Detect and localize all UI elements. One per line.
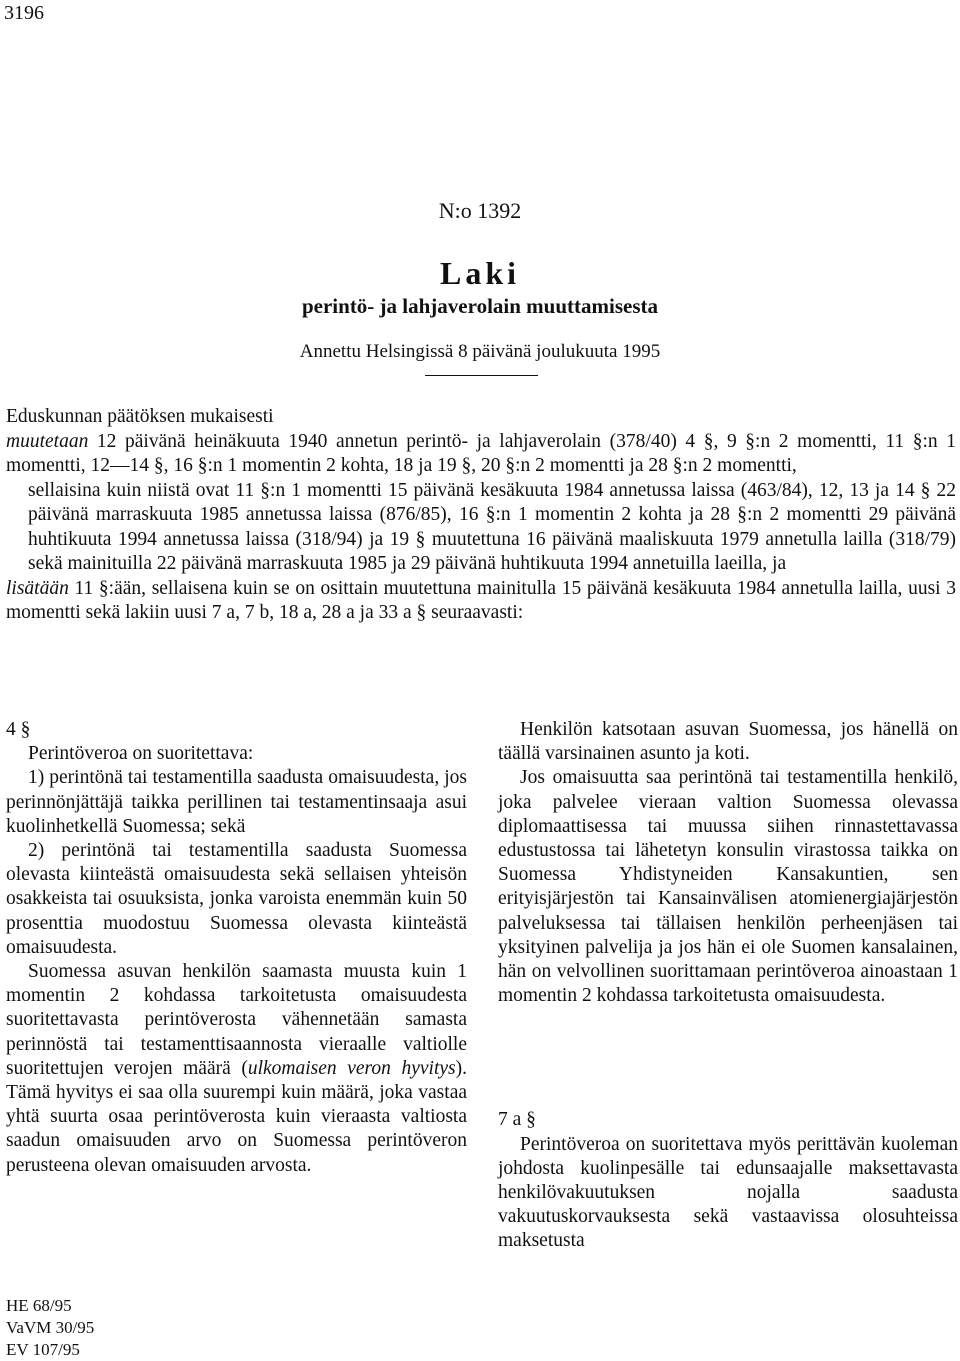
preamble-amend (6, 430, 956, 479)
p4-after: ). Tämä hyvitys ei saa olla suurempi kuin määrä, joka vastaa yhtä suurta osaa perintöverosta kuin vieraasta valtiosta saadun omaisuuden arvo on Suomessa perintöveron perusteena olevan omaisuuden arvosta. (6, 1057, 467, 1176)
section-heading-4: 4 § (6, 719, 31, 740)
right-paragraph-1: Henkilön katsotaan asuvan Suomessa, jos hänellä on täällä varsinainen asunto ja koti. (498, 719, 958, 765)
preamble-intro: Eduskunnan päätöksen mukaisesti (6, 406, 274, 427)
section-heading-7a: 7 a § (498, 1109, 536, 1131)
footnote-ev: EV 107/95 (6, 1340, 80, 1359)
right-paragraph-2: Jos omaisuutta saa perintönä tai testamentilla henkilö, joka palvelee vieraan valtion Suomessa olevassa diplomaattisessa tai muussa siihen rinnastettavassa edustustossa tai lähetetyn konsulin virastossa taikka on Suomessa Yhdistyneiden Kansakuntien, sen erityisjärjestön tai Kansainvälisen atomienergiajärjestön palveluksessa tai tällaisen henkilön perheenjäsen tai yksityinen palvelija ja jos hän ei ole Suomen kansalainen, hän on velvollinen suorittamaan perintöveroa ainoastaan 1 momentin 2 kohdassa tarkoitetusta omaisuudesta. (498, 767, 958, 1007)
page-number: 3196 (4, 2, 44, 24)
footnote-he: HE 68/95 (6, 1296, 72, 1315)
section-spacer (498, 1008, 958, 1108)
preamble-add (6, 577, 956, 626)
right-paragraph-3: Perintöveroa on suoritettava myös perittävän kuoleman johdosta kuolinpesälle tai edunsaajalle maksettavasta henkilövakuutuksen nojalla saadusta vakuutuskorvauksesta sekä vastaavissa olosuhteissa maksetusta (498, 1133, 958, 1252)
p4-italic-term: ulkomaisen veron hyvitys (247, 1057, 456, 1079)
preamble (6, 405, 956, 626)
enactment-date: Annettu Helsingissä 8 päivänä joulukuuta 1995 (299, 341, 661, 362)
p4-before: Suomessa asuvan henkilön saamasta muusta kuin 1 momentin 2 kohdassa tarkoitetusta omaisuudesta suoritettavasta perintöverosta vähennetään samasta perinnöstä tai testamenttisaannosta vieraalle valtiolle suoritettujen verojen määrä ( (6, 961, 467, 1079)
left-paragraph-4 (6, 960, 467, 1178)
act-type-title: Laki (439, 255, 521, 291)
left-column (6, 718, 467, 1178)
header-divider (425, 375, 538, 376)
add-keyword: lisätään (6, 577, 69, 599)
left-paragraph-2: 1) perintönä tai testamentilla saadusta omaisuudesta, jos perinnönjättäjä taikka perillinen tai testamentinsaaja asui kuolinhetkellä Suomessa; sekä (6, 767, 467, 837)
left-paragraph-3: 2) perintönä tai testamentilla saadusta Suomessa olevasta kiinteästä omaisuudesta sekä sellaisen yhteisön osakkeista tai osuuksista, jonka varoista enemmän kuin 50 prosenttia muodostuu Suomessa olevasta kiinteästä omaisuudesta. (6, 840, 467, 958)
right-column (498, 718, 958, 1254)
left-paragraph-1: Perintöveroa on suoritettava: (28, 743, 254, 765)
footnote-vavm: VaVM 30/95 (6, 1318, 95, 1337)
amend-keyword: muutetaan (6, 430, 89, 452)
act-subtitle: perintö- ja lahjaverolain muuttamisesta (301, 294, 658, 318)
add-text: 11 §:ään, sellaisena kuin se on osittain muutettuna mainitulla 15 päivänä kesäkuuta 1984 annetulla lailla, uusi 3 momentti sekä lakiin uusi 7 a, 7 b, 18 a, 28 a ja 33 a § seuraavasti: (6, 577, 956, 623)
footnote-references (6, 1295, 94, 1361)
act-number: N:o 1392 (438, 198, 522, 223)
preamble-amend-detail: sellaisina kuin niistä ovat 11 §:n 1 momentti 15 päivänä kesäkuuta 1984 annetussa laissa (463/84), 12, 13 ja 14 § 22 päivänä marraskuuta 1985 annetussa laissa (876/85), 16 §:n 1 momentin 2 kohta ja 28 §:n 2 momentti 29 päivänä huhtikuuta 1994 annetussa laissa (318/94) ja 19 § muutettuna 16 päivänä maaliskuuta 1979 annetulla lailla (318/79) sekä mainituilla 22 päivänä marraskuuta 1985 ja 29 päivänä huhtikuuta 1994 annetuilla laeilla, ja (28, 479, 956, 574)
amend-text: 12 päivänä heinäkuuta 1940 annetun perintö- ja lahjaverolain (378/40) 4 §, 9 §:n 2 momentti, 11 §:n 1 momentti, 12—14 §, 16 §:n 1 momentin 2 kohta, 18 ja 19 §, 20 §:n 2 momentti ja 28 §:n 2 momentti, (6, 430, 956, 476)
